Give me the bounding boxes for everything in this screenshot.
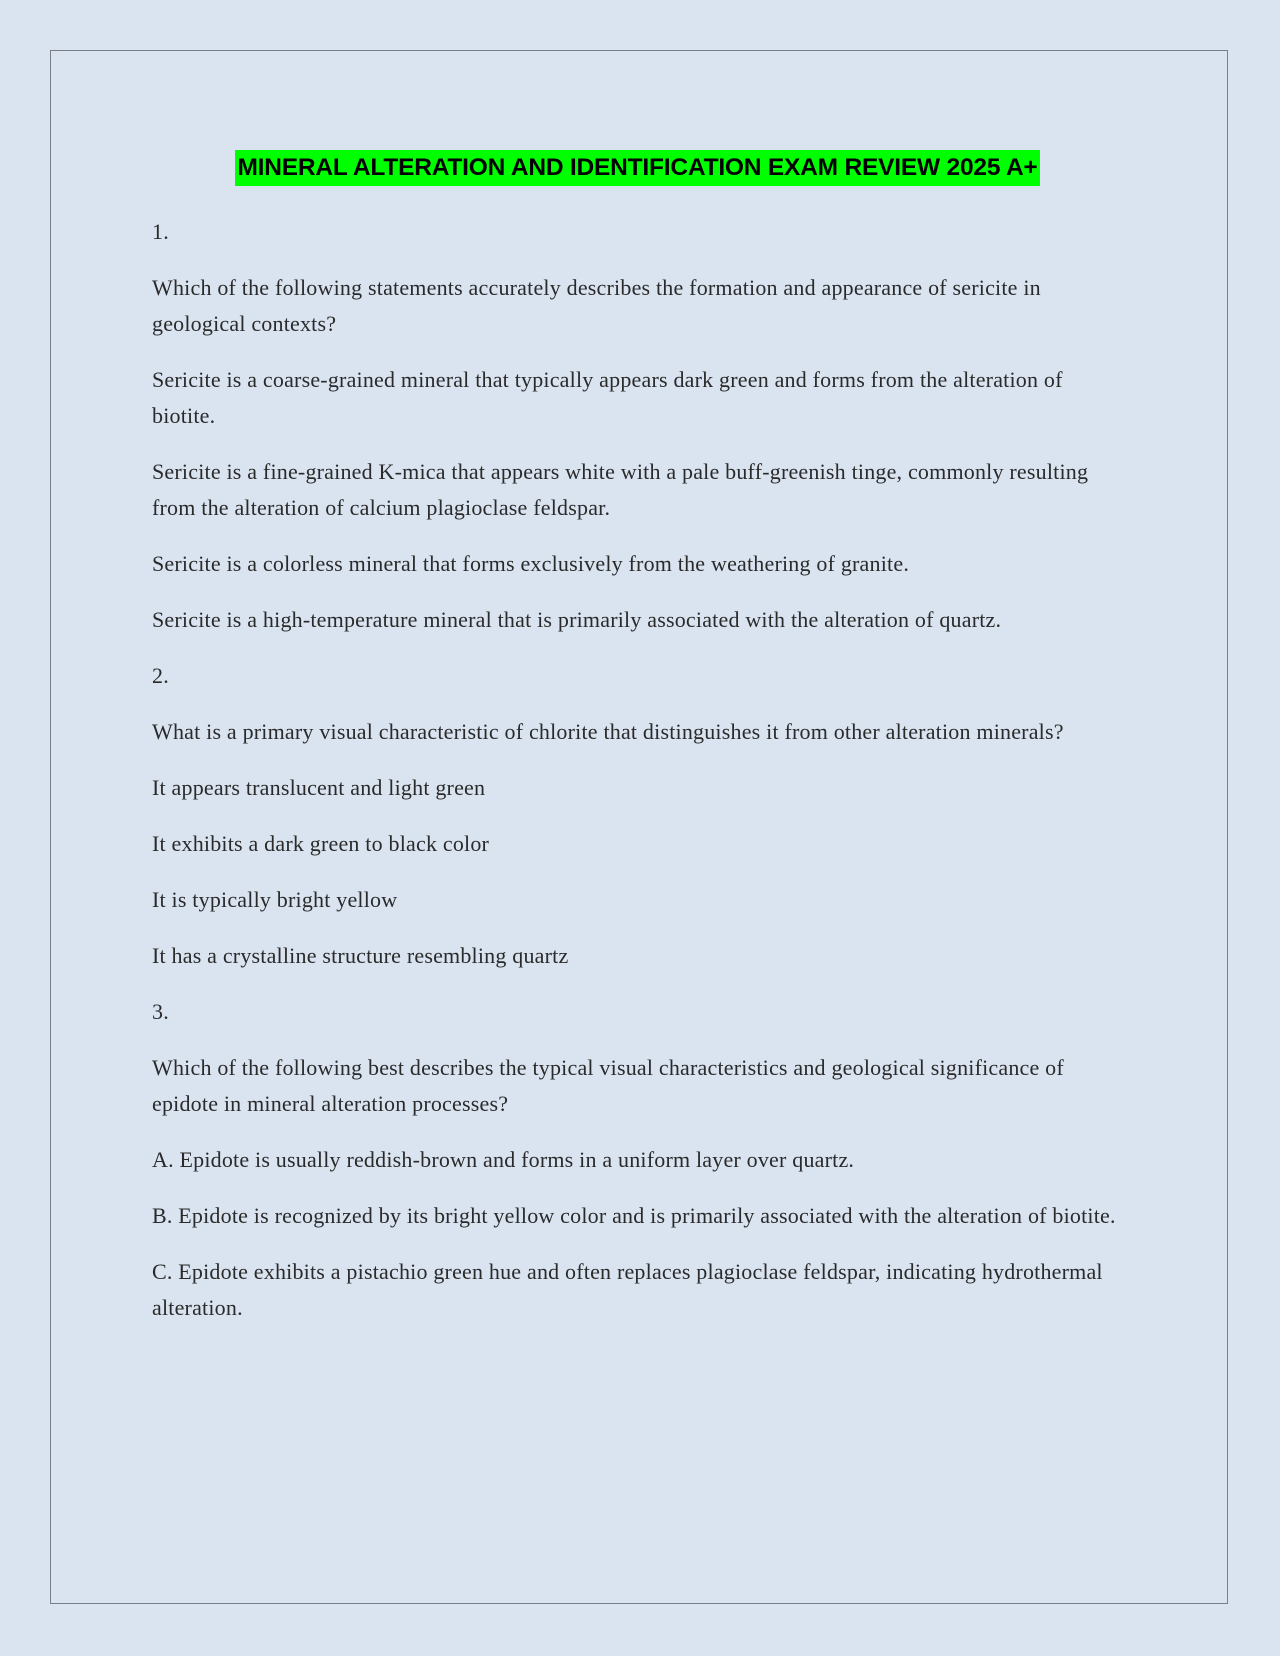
question-text: Which of the following best describes the typical visual characteristics and geological significance of epidote in mineral alteration processes? xyxy=(152,1055,1064,1116)
question-text: Which of the following statements accurately describes the formation and appearance of sericite in geological contexts? xyxy=(152,275,1041,336)
answer-option: A. Epidote is usually reddish-brown and forms in a uniform layer over quartz. xyxy=(152,1147,855,1172)
answer-option: It exhibits a dark green to black color xyxy=(152,831,490,856)
answer-option: C. Epidote exhibits a pistachio green hue and often replaces plagioclase feldspar, indicating hydrothermal alteration. xyxy=(152,1259,1103,1320)
title-container xyxy=(148,150,1127,186)
question-2 xyxy=(152,658,1127,974)
question-number: 3. xyxy=(152,999,169,1024)
answer-option: It is typically bright yellow xyxy=(152,887,398,912)
answer-option: It has a crystalline structure resembling quartz xyxy=(152,943,569,968)
answer-option: Sericite is a coarse-grained mineral that typically appears dark green and forms from the alteration of biotite. xyxy=(152,367,1063,428)
question-3 xyxy=(152,994,1127,1326)
answer-option: Sericite is a fine-grained K-mica that appears white with a pale buff-greenish tinge, commonly resulting from the alteration of calcium plagioclase feldspar. xyxy=(152,459,1089,520)
answer-option: Sericite is a high-temperature mineral that is primarily associated with the alteration of quartz. xyxy=(152,607,1002,632)
question-number: 1. xyxy=(152,219,169,244)
document-title: MINERAL ALTERATION AND IDENTIFICATION EXAM REVIEW 2025 A+ xyxy=(235,150,1039,186)
question-1 xyxy=(152,214,1127,638)
document-body xyxy=(152,150,1127,1346)
answer-option: B. Epidote is recognized by its bright yellow color and is primarily associated with the alteration of biotite. xyxy=(152,1203,1116,1228)
question-number: 2. xyxy=(152,663,169,688)
answer-option: It appears translucent and light green xyxy=(152,775,486,800)
answer-option: Sericite is a colorless mineral that forms exclusively from the weathering of granite. xyxy=(152,551,910,576)
question-text: What is a primary visual characteristic of chlorite that distinguishes it from other alteration minerals? xyxy=(152,719,1064,744)
